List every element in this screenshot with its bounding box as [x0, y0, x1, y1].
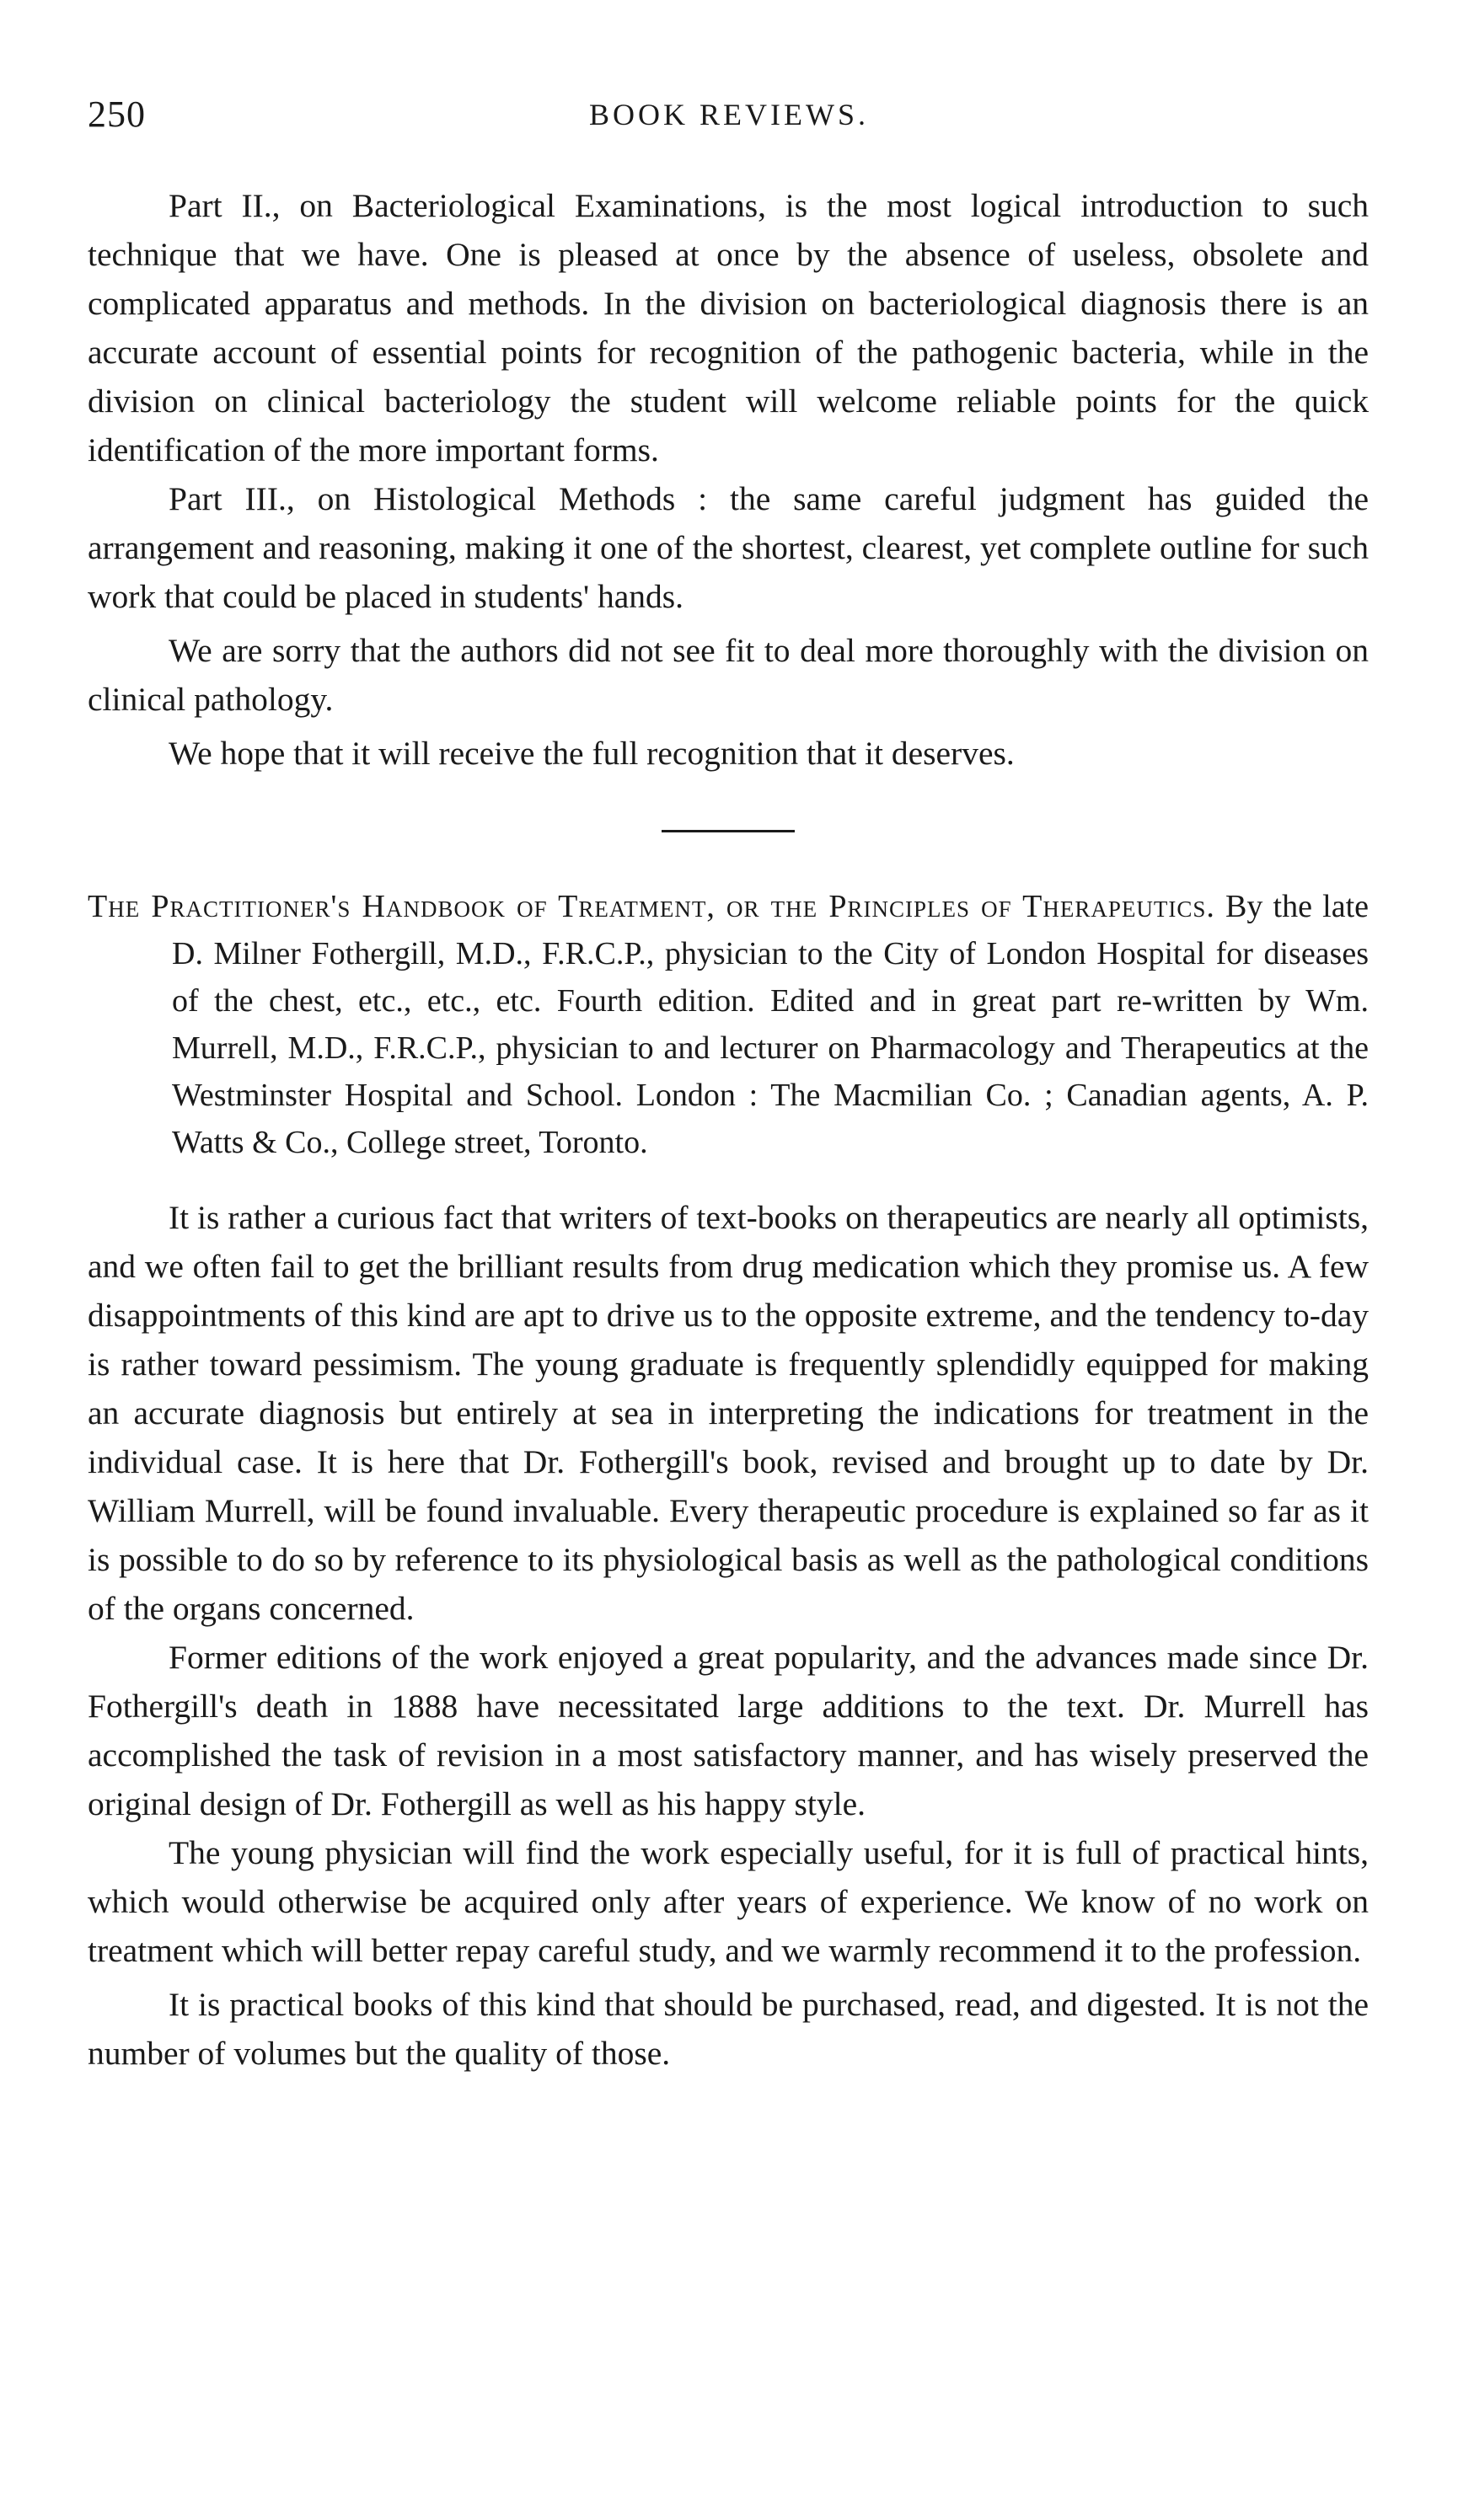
- page-header: [88, 88, 1370, 142]
- book-details: By the late D. Milner Fothergill, M.D., F.R.C.P., physician to the City of London Hospital for diseases of the chest, etc., etc., etc. Fourth edition. Edited and in great part re-written by Wm. Murrell, M.D., F.R.C.P., physician to and lecturer on Pharmacology and Therapeutics at the Westminster Hospital and School. London : The Macmilian Co. ; Canadian agents, A. P. Watts & Co., College street, Toronto.: [172, 889, 1369, 1160]
- paragraph: We hope that it will receive the full recognition that it deserves.: [169, 735, 1015, 772]
- review-continued: [88, 181, 1369, 778]
- running-title: BOOK REVIEWS.: [589, 98, 869, 131]
- paragraph: The young physician will find the work especially useful, for it is full of practical hints, which would otherwise be acquired only after years of experience. We know of no work on treatment which will better repay careful study, and we warmly recommend it to the profession.: [88, 1834, 1369, 1969]
- paragraph: We are sorry that the authors did not see fit to deal more thoroughly with the division on clinical pathology.: [88, 632, 1369, 718]
- review-fothergill: [88, 883, 1369, 2078]
- page-body: [88, 181, 1369, 2078]
- book-citation: [88, 883, 1369, 1166]
- paragraph: It is practical books of this kind that should be purchased, read, and digested. It is not the number of volumes but the quality of those.: [88, 1986, 1369, 2072]
- page-number: 250: [88, 94, 146, 135]
- paragraph: Part III., on Histological Methods : the same careful judgment has guided the arrangement and reasoning, making it one of the shortest, clearest, yet complete outline for such work that could be placed in students' hands.: [88, 480, 1369, 615]
- paragraph: Former editions of the work enjoyed a great popularity, and the advances made since Dr. Fothergill's death in 1888 have necessitated large additions to the text. Dr. Murrell has accomplished the task of revision in a most satisfactory manner, and has wisely preserved the original design of Dr. Fothergill as well as his happy style.: [88, 1639, 1369, 1822]
- section-divider: [662, 830, 795, 832]
- book-title: The Practitioner's Handbook of Treatment, or the Principles of Therapeutics.: [88, 889, 1215, 924]
- paragraph: It is rather a curious fact that writers of text-books on therapeutics are nearly all optimists, and we often fail to get the brilliant results from drug medication which they promise us. A few disappointments of this kind are apt to drive us to the opposite extreme, and the tendency to-day is rather toward pessimism. The young graduate is frequently splendidly equipped for making an accurate diagnosis but entirely at sea in interpreting the indications for treatment in the individual case. It is here that Dr. Fothergill's book, revised and brought up to date by Dr. William Murrell, will be found invaluable. Every therapeutic procedure is explained so far as it is possible to do so by reference to its physiological basis as well as the pathological conditions of the organs concerned.: [88, 1199, 1369, 1627]
- paragraph: Part II., on Bacteriological Examinations, is the most logical introduction to such technique that we have. One is pleased at once by the absence of useless, obsolete and complicated apparatus and methods. In the division on bacteriological diagnosis there is an accurate account of essential points for recognition of the pathogenic bacteria, while in the division on clinical bacteriology the student will welcome reliable points for the quick identification of the more important forms.: [88, 187, 1369, 468]
